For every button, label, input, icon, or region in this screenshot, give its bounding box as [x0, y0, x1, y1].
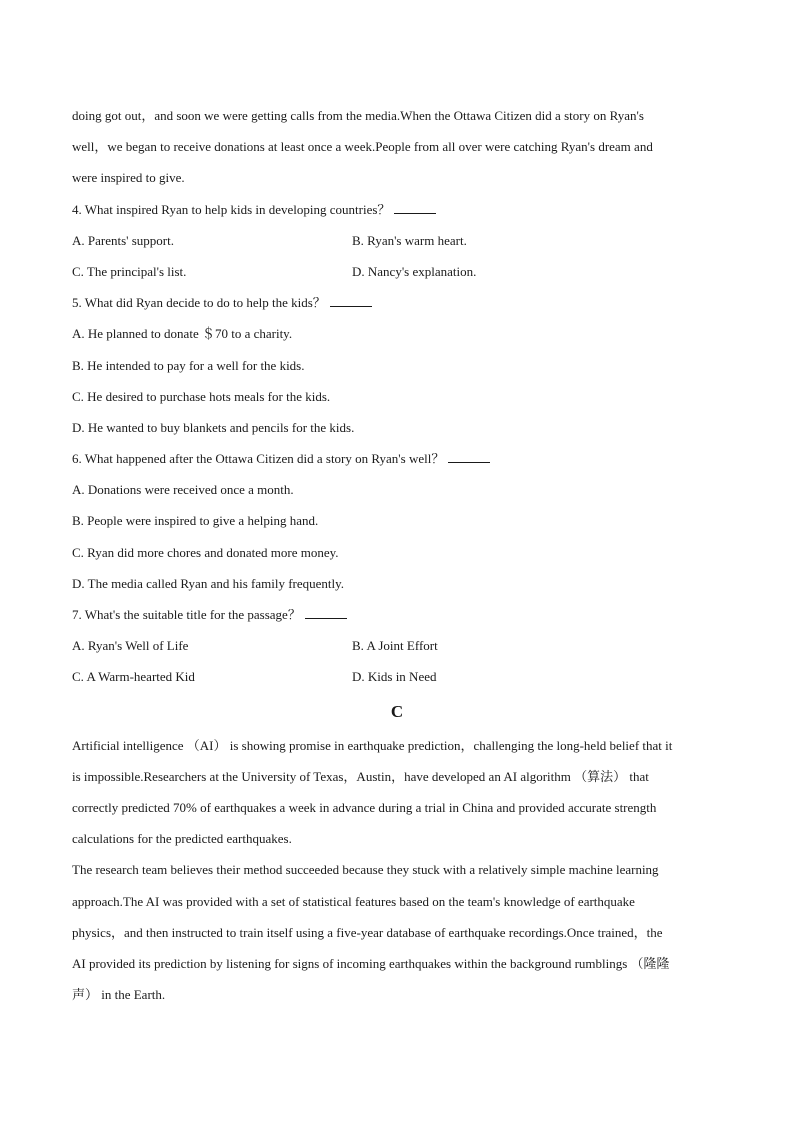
option-c[interactable]: C. The principal's list. [72, 263, 187, 279]
section-heading: C [390, 701, 404, 721]
option-d[interactable]: D. Kids in Need [352, 669, 437, 685]
question-6 [72, 443, 722, 599]
question-5 [72, 287, 722, 443]
text-line: calculations for the predicted earthquakes. [72, 831, 292, 847]
option-b[interactable]: B. He intended to pay for a well for the kids. [72, 357, 305, 373]
answer-blank[interactable] [448, 450, 490, 463]
option-row [72, 256, 722, 287]
option-c[interactable]: C. A Warm-hearted Kid [72, 669, 195, 685]
answer-blank[interactable] [330, 294, 372, 307]
option-b[interactable]: B. People were inspired to give a helping hand. [72, 513, 319, 529]
text-line: AI provided its prediction by listening for signs of incoming earthquakes within the background rumblings （隆隆 [72, 955, 670, 971]
question-stem: 6. What happened after the Ottawa Citizen did a story on Ryan's well？ [72, 443, 722, 474]
text-line: approach.The AI was provided with a set of statistical features based on the team's knowledge of earthquake [72, 893, 635, 909]
question-4 [72, 194, 722, 288]
option-c[interactable]: C. He desired to purchase hots meals for the kids. [72, 388, 331, 404]
text-line: were inspired to give. [72, 170, 185, 186]
document-page [72, 100, 722, 1010]
intro-paragraph [72, 100, 722, 194]
text-line: doing got out，and soon we were getting calls from the media.When the Ottawa Citizen did a story on Ryan's [72, 108, 644, 123]
answer-blank[interactable] [394, 201, 436, 214]
option-a[interactable]: A. He planned to donate ＄70 to a charity. [72, 326, 293, 342]
text-line: Artificial intelligence （AI） is showing promise in earthquake prediction，challenging the long-held belief that it [72, 737, 673, 753]
option-c[interactable]: C. Ryan did more chores and donated more money. [72, 544, 339, 560]
question-stem: 5. What did Ryan decide to do to help the kids？ [72, 287, 722, 318]
question-stem: 4. What inspired Ryan to help kids in developing countries？ [72, 194, 722, 225]
text-line: is impossible.Researchers at the University of Texas，Austin，have developed an AI algorithm （算法） that [72, 768, 649, 784]
text-line: 声） in the Earth. [72, 987, 166, 1003]
question-7 [72, 599, 722, 693]
answer-blank[interactable] [305, 606, 347, 619]
section-c-paragraph-1 [72, 730, 722, 855]
option-d[interactable]: D. The media called Ryan and his family frequently. [72, 575, 345, 591]
option-a[interactable]: A. Donations were received once a month. [72, 482, 294, 498]
option-row [72, 630, 722, 661]
text-line: well，we began to receive donations at least once a week.People from all over were catching Ryan's dream and [72, 139, 653, 155]
question-stem: 7. What's the suitable title for the passage？ [72, 599, 722, 630]
text-line: The research team believes their method succeeded because they stuck with a relatively simple machine learning [72, 862, 659, 878]
text-line: physics，and then instructed to train itself using a five-year database of earthquake recordings.Once trained，the [72, 924, 663, 940]
option-b[interactable]: B. Ryan's warm heart. [352, 232, 467, 248]
option-a[interactable]: A. Parents' support. [72, 232, 175, 248]
option-b[interactable]: B. A Joint Effort [352, 638, 438, 654]
text-line: correctly predicted 70% of earthquakes a week in advance during a trial in China and provided accurate strength [72, 799, 657, 815]
option-row [72, 225, 722, 256]
option-a[interactable]: A. Ryan's Well of Life [72, 638, 189, 654]
option-d[interactable]: D. Nancy's explanation. [352, 263, 477, 279]
option-row [72, 661, 722, 692]
section-c-paragraph-2 [72, 854, 722, 1010]
option-d[interactable]: D. He wanted to buy blankets and pencils for the kids. [72, 419, 355, 435]
